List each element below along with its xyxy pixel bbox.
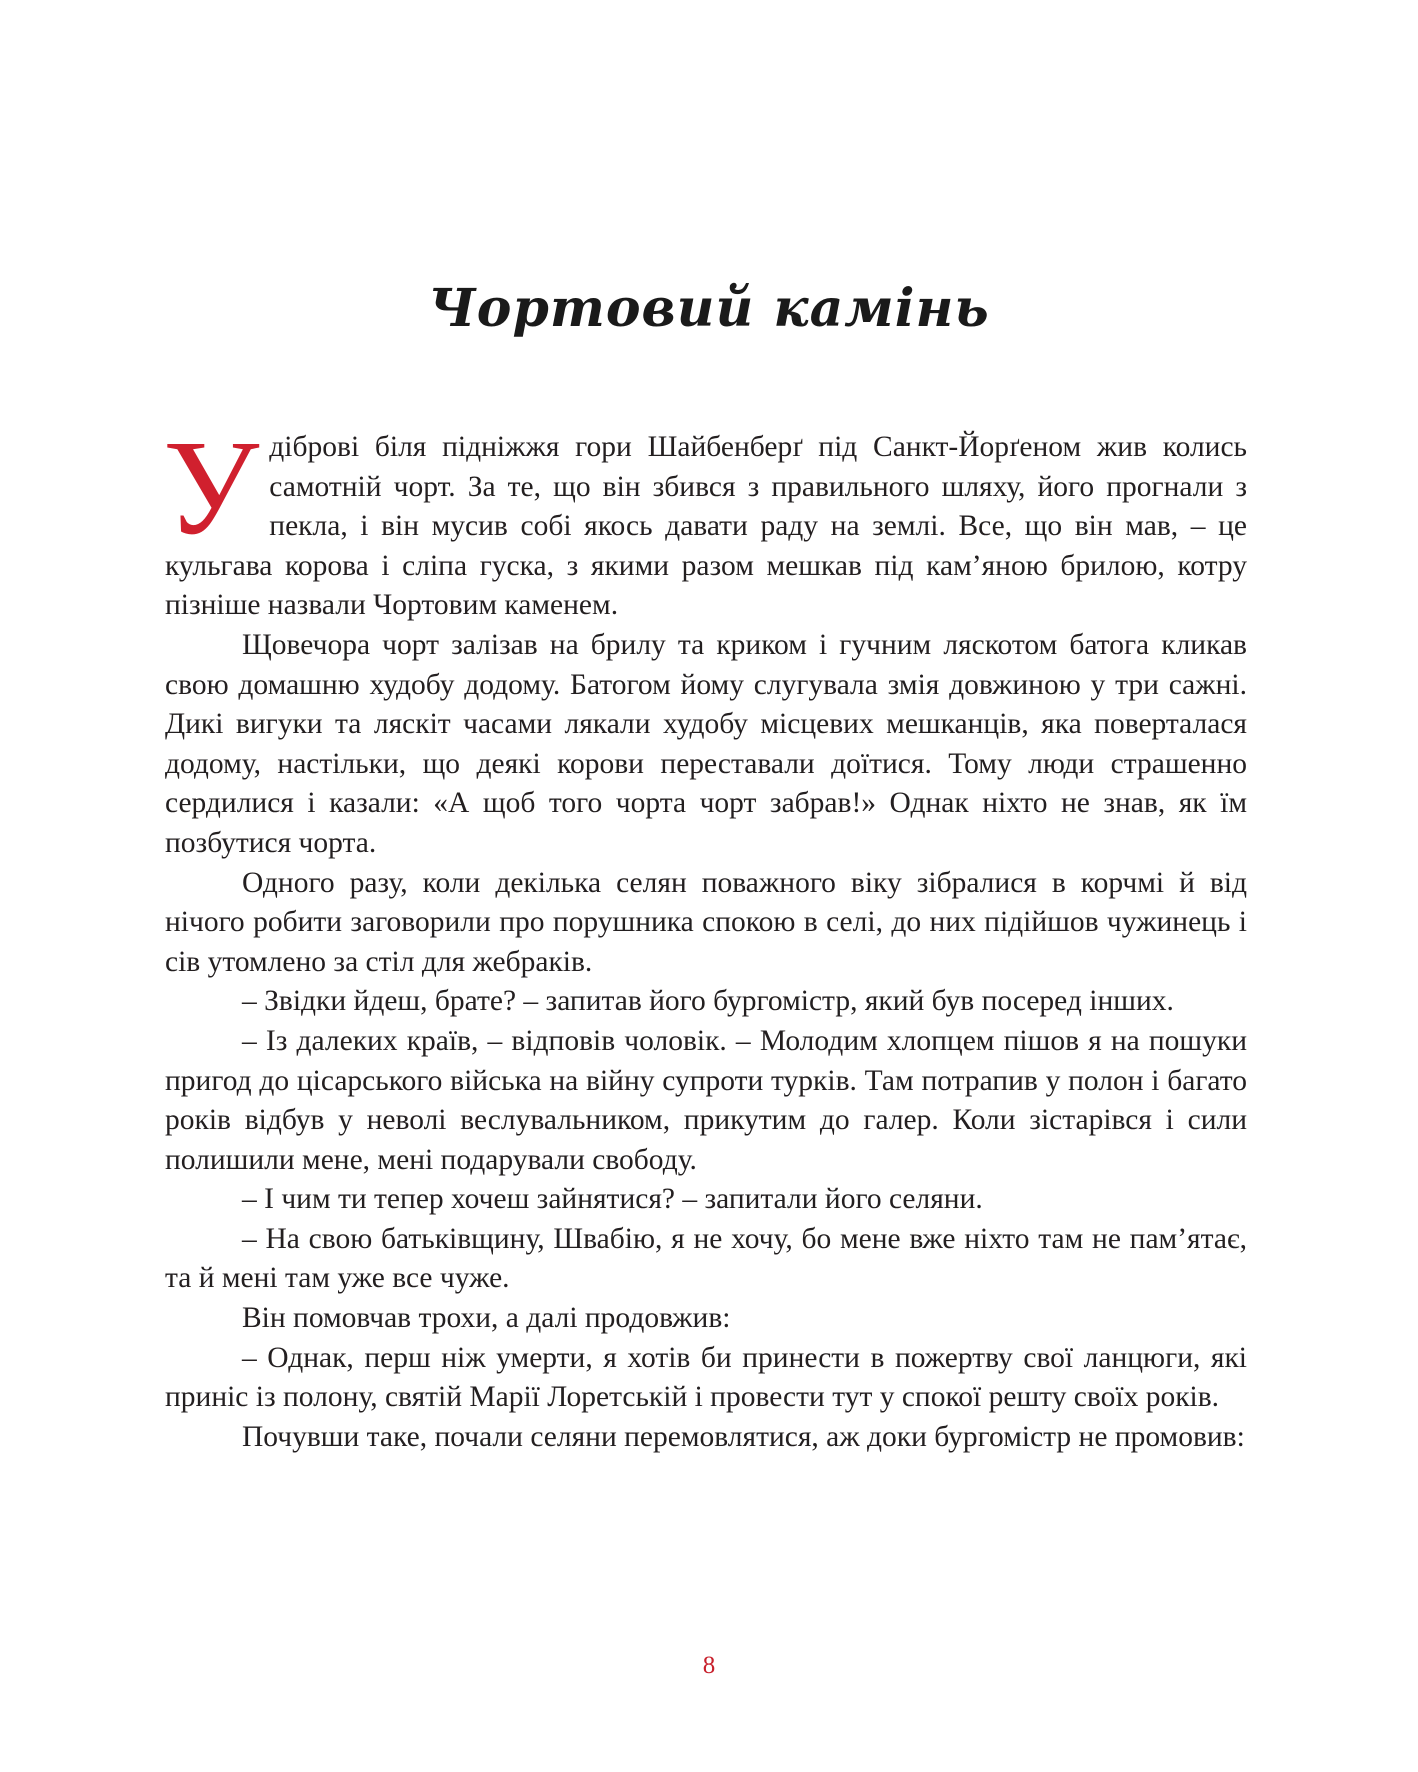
paragraph-6: – І чим ти тепер хочеш зайнятися? – запитали його селяни. [242, 1183, 983, 1216]
paragraph-8: Він помовчав трохи, а далі продовжив: [242, 1302, 731, 1335]
chapter-title: Чортовий камінь [428, 278, 990, 339]
paragraph-3: Одного разу, коли декілька селян поважного віку зібралися в корчмі й від нічого робити заговорили про порушника спокою в селі, до них підійшов чужинець і сів утомлено за стіл для жебраків. [165, 866, 1247, 978]
drop-cap: У [163, 413, 260, 563]
paragraph-9: – Однак, перш ніж умерти, я хотів би принести в пожертву свої ланцюги, які приніс із полону, святій Марії Лоретській і провести тут у спокої решту своїх років. [165, 1341, 1247, 1414]
paragraph-1-text: діброві біля підніжжя гори Шайбенберґ під Санкт-Йорґеном жив колись самотній чорт. За те, що він збився з правильного шляху, його прогнали з пекла, і він мусив собі якось давати раду на землі. Все, що він мав, – це кульгава корова і сліпа гуска, з якими разом мешкав під кам’яною брилою, котру пізніше назвали Чортовим каменем. [165, 431, 1247, 622]
paragraph-1 [163, 413, 1247, 626]
paragraph-5: – Із далеких країв, – відповів чоловік. – Молодим хлопцем пішов я на пошуки пригод до цісарського війська на війну супроти турків. Там потрапив у полон і багато років відбув у неволі веслувальником, прикутим до галер. Коли зістарівся і сили полишили мене, мені подарували свободу. [165, 1024, 1247, 1176]
paragraph-4: – Звідки йдеш, брате? – запитав його бургомістр, який був посеред інших. [242, 985, 1174, 1018]
paragraph-10: Почувши таке, почали селяни перемовлятися, аж доки бургомістр не промовив: [242, 1420, 1245, 1453]
body-text [163, 413, 1247, 1457]
paragraph-2: Щовечора чорт залізав на брилу та криком і гучним ляскотом батога кликав свою домашню худобу додому. Батогом йому слугувала змія довжиною у три сажні. Дикі вигуки та ляскіт часами лякали худобу місцевих мешканців, яка поверталася додому, настільки, що деякі корови переставали доїтися. Тому люди страшенно сердилися і казали: «А щоб того чорта чорт забрав!» Однак ніхто не знав, як їм позбутися чорта. [165, 628, 1247, 859]
page-number: 8 [702, 1652, 716, 1679]
paragraph-7: – На свою батьківщину, Швабію, я не хочу, бо мене вже ніхто там не пам’ятає, та й мені там уже все чуже. [165, 1222, 1247, 1295]
